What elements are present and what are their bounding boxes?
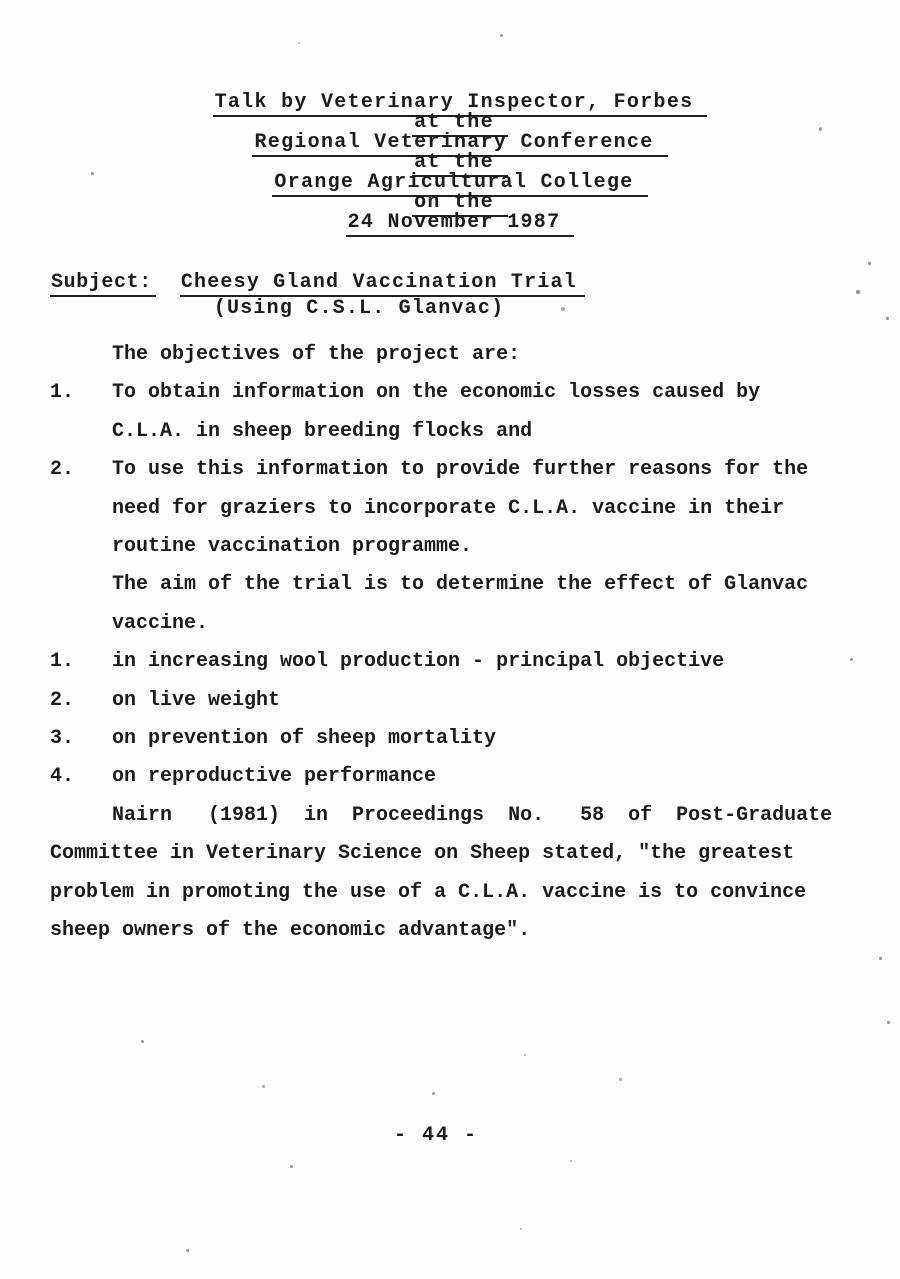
line-number <box>50 421 112 459</box>
line-number <box>50 498 112 536</box>
title-line-text: 24 November 1987 <box>346 211 575 237</box>
title-line-text: Orange Agricultural College <box>272 171 647 197</box>
speck <box>432 1092 435 1095</box>
speck <box>500 34 503 37</box>
closing-line: Committee in Veterinary Science on Sheep stated, "the greatest <box>50 842 795 866</box>
speck <box>886 317 889 320</box>
line-number: 1. <box>50 650 75 674</box>
title-line-text: Regional Veterinary Conference <box>252 131 667 157</box>
subject-label: Subject: <box>50 270 156 296</box>
line-text: To use this information to provide further reasons for the <box>112 458 809 482</box>
body-line <box>50 536 860 574</box>
subject-row <box>50 270 585 322</box>
line-text: in increasing wool production - principal objective <box>112 650 725 674</box>
line-text: need for graziers to incorporate C.L.A. vaccine in their <box>112 496 785 520</box>
body-line <box>50 344 860 382</box>
title-line-text: at the <box>412 151 508 177</box>
line-number <box>50 613 112 651</box>
line-text: The objectives of the project are: <box>112 343 521 366</box>
subject-title: Cheesy Gland Vaccination Trial <box>180 270 585 296</box>
title-line <box>10 153 900 173</box>
line-text: routine vaccination programme. <box>112 534 473 558</box>
line-number: 3. <box>50 726 75 750</box>
line-text: The aim of the trial is to determine the effect of Glanvac <box>112 573 809 597</box>
title-line-text: at the <box>412 111 508 137</box>
title-line <box>10 113 900 133</box>
speck <box>524 1054 526 1056</box>
closing-line: Nairn (1981) in Proceedings No. 58 of Post-Graduate <box>112 803 833 827</box>
speck <box>850 658 853 661</box>
line-text: on reproductive performance <box>112 765 437 789</box>
speck <box>520 1228 522 1230</box>
line-number: 2. <box>50 458 75 482</box>
speck <box>141 1040 144 1043</box>
speck <box>819 127 822 131</box>
speck <box>91 172 94 175</box>
closing-paragraph <box>50 805 860 959</box>
line-number: 2. <box>50 688 75 712</box>
line-text: C.L.A. in sheep breeding flocks and <box>112 419 533 443</box>
body-line <box>50 690 860 728</box>
speck <box>879 957 882 960</box>
subject-subtitle: (Using C.S.L. Glanvac) <box>213 297 505 320</box>
title-line <box>10 213 900 233</box>
speck <box>298 42 300 44</box>
speck <box>186 1249 189 1252</box>
body-line <box>50 421 860 459</box>
title-block <box>10 93 900 233</box>
line-number: 1. <box>50 381 75 405</box>
line-text: To obtain information on the economic losses caused by <box>112 381 761 405</box>
body-line <box>50 728 860 766</box>
subject-title-block <box>180 270 585 322</box>
line-text: on live weight <box>112 688 281 712</box>
title-line <box>10 93 900 113</box>
body-line <box>50 459 860 497</box>
line-number <box>50 536 112 574</box>
closing-line: sheep owners of the economic advantage". <box>50 918 531 942</box>
speck <box>290 1165 293 1168</box>
title-line <box>10 193 900 213</box>
body-line <box>50 382 860 420</box>
line-text: on prevention of sheep mortality <box>112 726 497 750</box>
speck <box>868 262 871 265</box>
speck <box>887 1021 890 1024</box>
body-line <box>50 498 860 536</box>
line-number: 4. <box>50 765 75 789</box>
line-text: vaccine. <box>112 611 209 635</box>
line-number <box>50 574 112 612</box>
body-line <box>50 613 860 651</box>
speck <box>856 290 860 294</box>
body-text-block <box>50 344 860 805</box>
title-line-text: on the <box>412 191 508 217</box>
speck <box>262 1085 265 1088</box>
speck <box>570 1160 572 1162</box>
line-number <box>50 344 112 382</box>
closing-line: problem in promoting the use of a C.L.A. vaccine is to convince <box>50 880 807 904</box>
speck <box>561 307 565 311</box>
title-line <box>10 133 900 153</box>
title-line <box>10 173 900 193</box>
body-line <box>50 766 860 804</box>
speck <box>619 1078 622 1081</box>
body-line <box>50 574 860 612</box>
body-line <box>50 651 860 689</box>
page-number: - 44 - <box>393 1124 478 1147</box>
title-line-text: Talk by Veterinary Inspector, Forbes <box>213 91 708 117</box>
